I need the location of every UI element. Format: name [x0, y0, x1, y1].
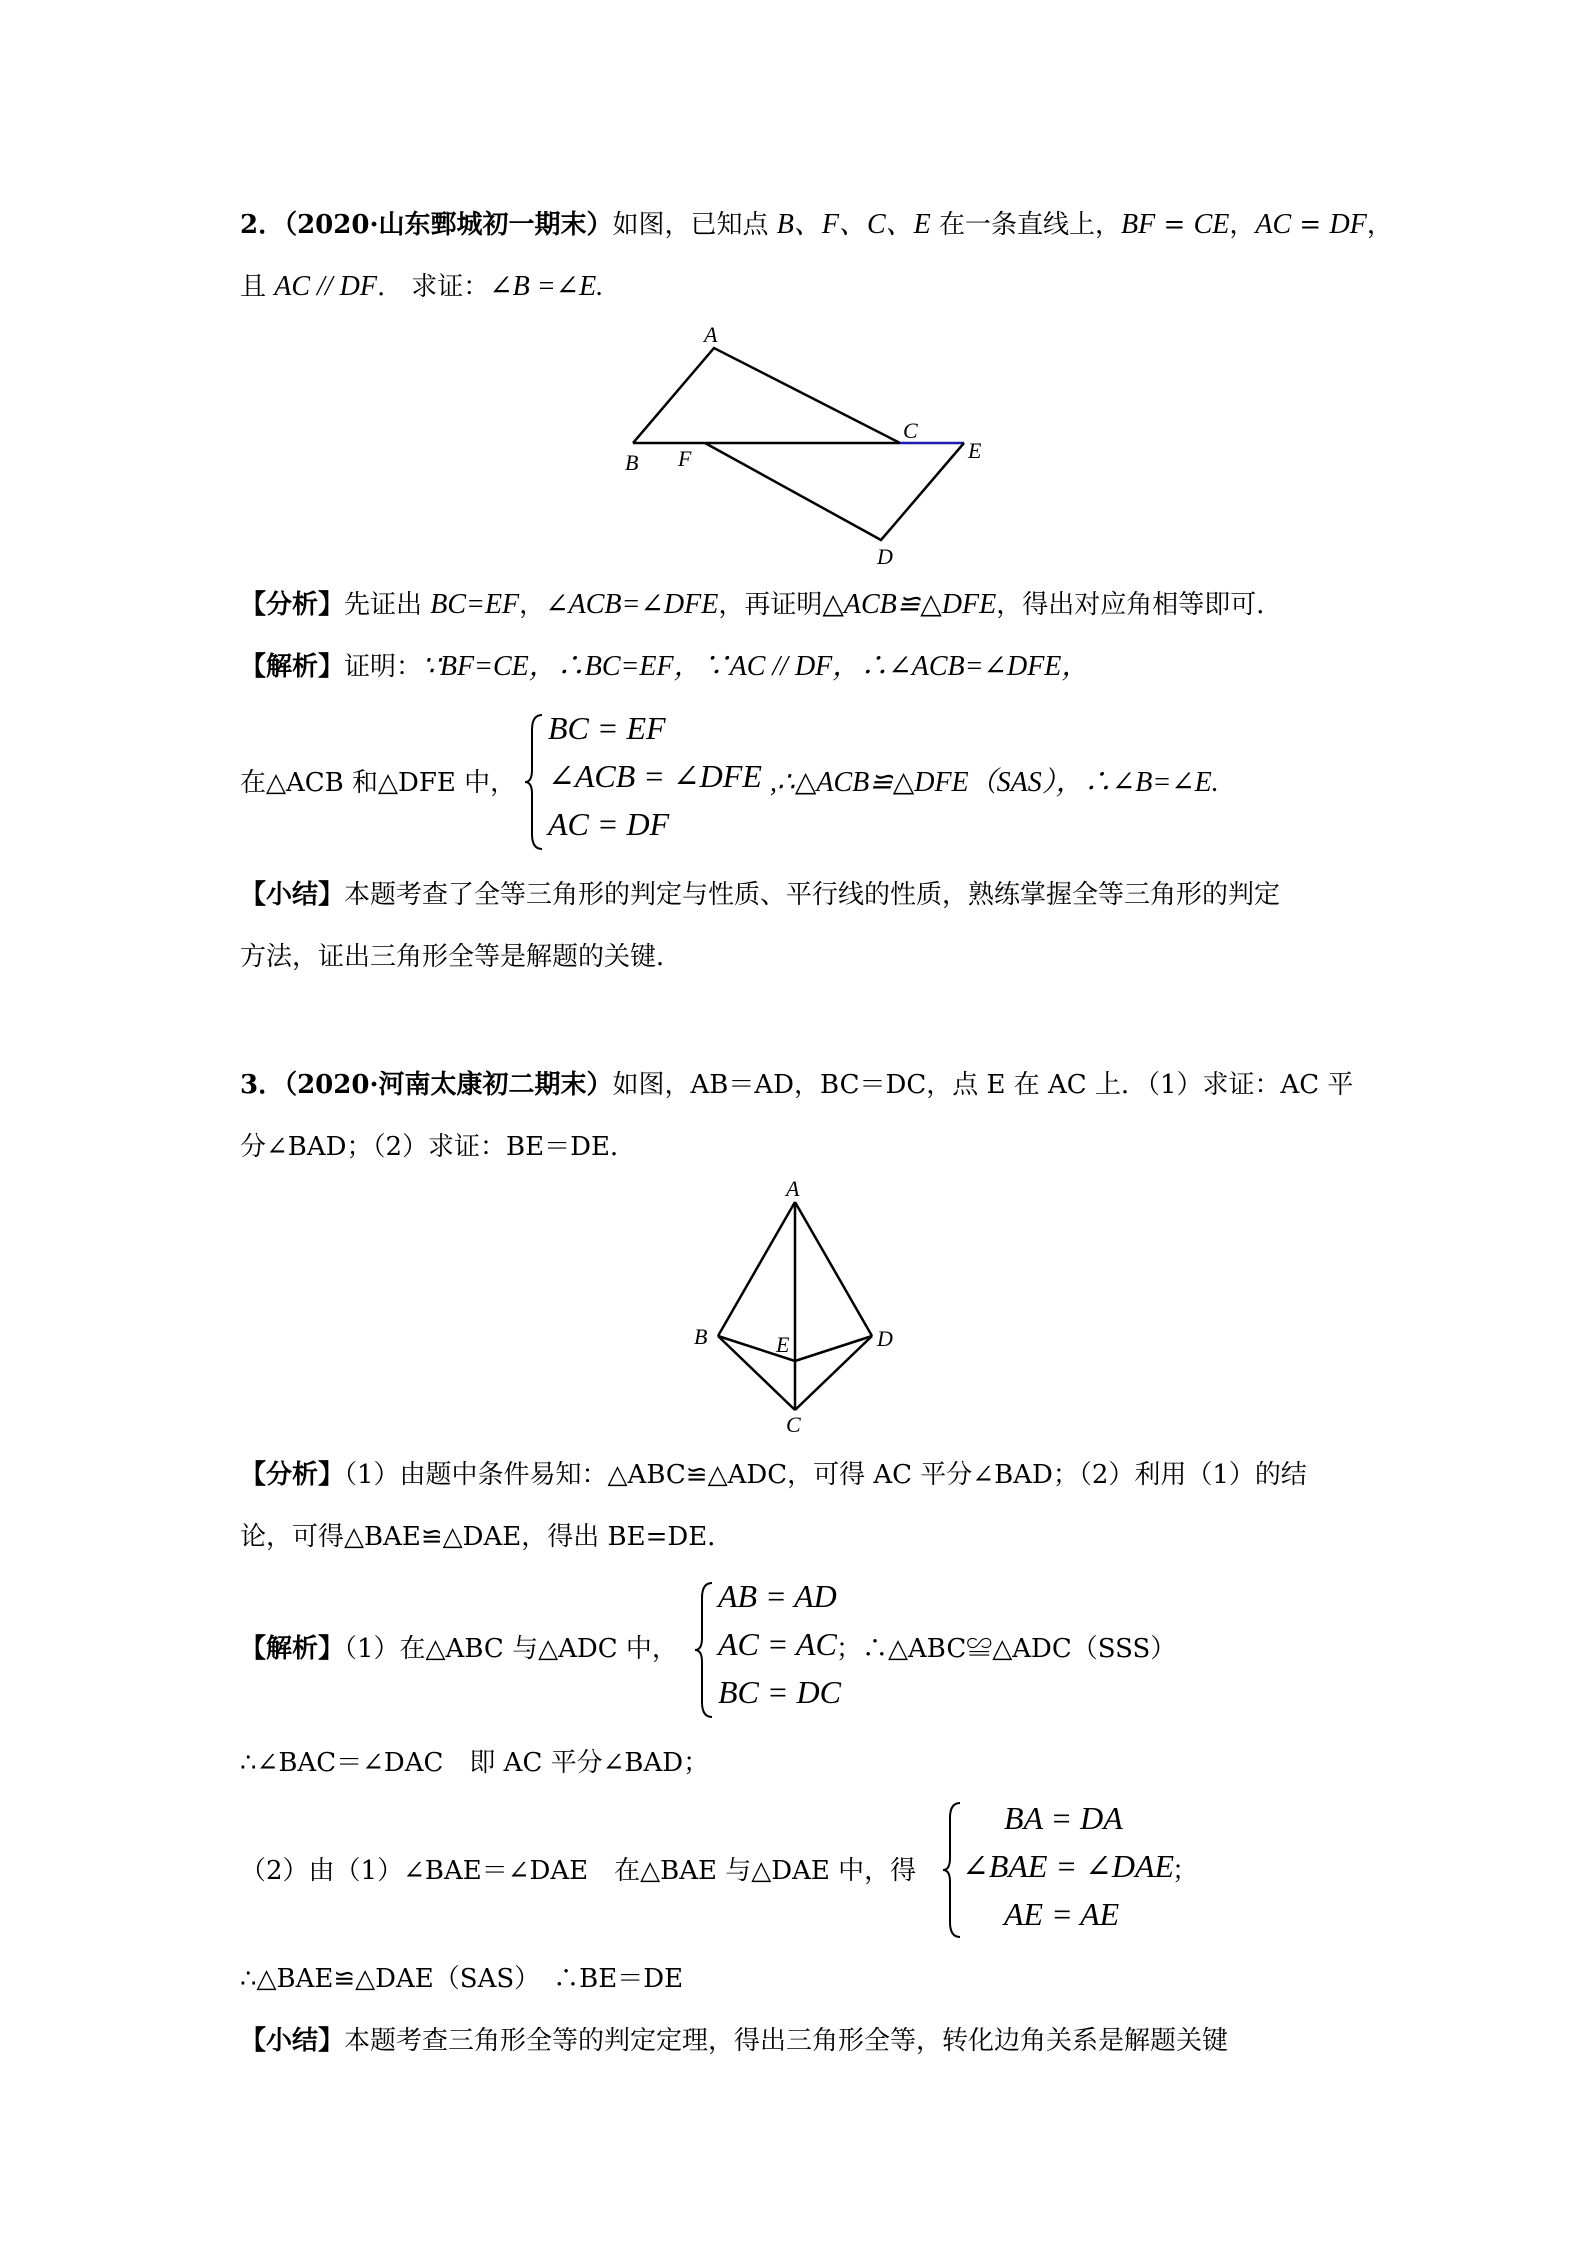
p3-text: 如图，AB＝AD，BC＝DC，点 E 在 AC 上．（1）求证：AC 平: [612, 1070, 1354, 1100]
p3-label-B: B: [694, 1324, 708, 1349]
p2-segment-BA-AC: [633, 348, 900, 443]
p2-goal: ∠B =∠E.: [489, 271, 604, 302]
p2-points: B、F、C、E: [776, 209, 931, 240]
p2-text: ，: [1366, 210, 1393, 240]
summary-tag: 【小结】: [240, 880, 345, 910]
p3-figure: [680, 1170, 920, 1440]
p3-solution-prefix: [240, 1632, 678, 1666]
p3-number: 3．: [240, 1070, 285, 1100]
p2-system-row: AC = DF: [548, 806, 670, 842]
p2-text: ，: [1229, 210, 1256, 240]
p2-figure: [600, 320, 1020, 570]
p2-text: 在一条直线上，: [930, 210, 1122, 240]
p2-text: . 求证：: [376, 272, 490, 302]
p2-system-prefix: [240, 766, 516, 800]
p2-text: 本题考查了全等三角形的判定与性质、平行线的性质，熟练掌握全等三角形的判定: [344, 880, 1281, 910]
p3-system-2-prefix: （2）由（1）∠BAE＝∠DAE 在△BAE 与△DAE 中，得: [240, 1856, 917, 1886]
p3-label-C: C: [786, 1412, 801, 1437]
p3-system-row: BC = DC: [718, 1674, 841, 1710]
analysis-tag: 【分析】: [240, 590, 345, 620]
p2-math: AC // DF: [274, 271, 377, 302]
p3-system-row: AB = AD: [718, 1578, 837, 1614]
analysis-tag: 【分析】: [240, 1460, 345, 1490]
p2-segment-FD-DE: [705, 443, 964, 540]
p3-source: （2020·河南太康初二期末）: [284, 1070, 613, 1100]
p2-math: △ACB≌△DFE: [822, 589, 997, 620]
p2-math: ∵BF=CE，∴BC=EF，∵AC // DF，∴∠ACB=∠DFE，: [422, 651, 1090, 682]
brace-icon: [522, 712, 546, 852]
p3-summary: [240, 2024, 1228, 2058]
solution-tag: 【解析】: [240, 1634, 345, 1664]
p2-label-D: D: [877, 544, 893, 569]
p3-system-row: AC = AC: [718, 1626, 837, 1662]
solution-tag: 【解析】: [240, 652, 345, 682]
p2-system-row: BC = EF: [548, 710, 666, 746]
p3-system-row: BA = DA: [1004, 1800, 1123, 1836]
p3-system-1-conclusion: ；∴△ABC≌△ADC（SSS）: [836, 1634, 1177, 1664]
p2-label-F: F: [678, 446, 692, 471]
p2-number: 2．: [240, 210, 285, 240]
p2-math: =: [1291, 210, 1330, 240]
p2-question-line-1: [240, 208, 1393, 242]
p2-math: CE: [1193, 209, 1230, 240]
p3-label-E: E: [776, 1332, 790, 1357]
p2-solution: [240, 650, 1089, 684]
p3-system-2-conclusion: ；: [1172, 1856, 1199, 1886]
p3-label-A: A: [786, 1176, 800, 1201]
p3-angle-bisector-line: ∴∠BAC＝∠DAC 即 AC 平分∠BAD；: [240, 1748, 710, 1778]
p2-summary-line-1: [240, 878, 1280, 912]
p3-conclusion: ∴△BAE≌△DAE（SAS） ∴BE＝DE: [240, 1964, 684, 1994]
p3-system-row: ∠BAE = ∠DAE: [962, 1848, 1175, 1884]
p2-text: ，: [519, 590, 546, 620]
p3-question-line-2: 分∠BAD；（2）求证：BE＝DE．: [240, 1132, 636, 1162]
p3-segment-AD: [795, 1202, 872, 1336]
p2-text: 如图，已知点: [612, 210, 777, 240]
p2-summary-line-2: 方法，证出三角形全等是解题的关键．: [240, 942, 683, 972]
p3-system-row: AE = AE: [1004, 1896, 1120, 1932]
p2-text: 证明：: [344, 652, 423, 682]
p2-system-row: ∠ACB = ∠DFE: [548, 758, 762, 794]
p3-text: （1）由题中条件易知：△ABC≌△ADC，可得 AC 平分∠BAD；（2）利用（1）的结: [344, 1460, 1307, 1490]
p2-text: 且: [240, 272, 275, 302]
p2-math: =: [1155, 210, 1194, 240]
brace-icon: [940, 1800, 964, 1940]
p2-label-C: C: [903, 418, 918, 443]
p3-analysis-line-2: 论，可得△BAE≌△DAE，得出 BE=DE．: [240, 1522, 734, 1552]
p3-text: （1）在△ABC 与△ADC 中，: [344, 1634, 678, 1664]
p2-text: 在△ACB 和△DFE 中，: [240, 768, 517, 798]
p2-math: AC: [1255, 209, 1292, 240]
p2-text: ，再证明: [718, 590, 823, 620]
summary-tag: 【小结】: [240, 2026, 345, 2056]
p3-text: 本题考查三角形全等的判定定理，得出三角形全等，转化边角关系是解题关键: [344, 2026, 1229, 2056]
brace-icon: [692, 1580, 716, 1720]
p2-text: 先证出: [344, 590, 431, 620]
p3-analysis-line-1: [240, 1458, 1307, 1492]
p2-question-line-2: [240, 270, 603, 304]
p2-label-A: A: [704, 322, 718, 347]
p2-math: BF: [1121, 209, 1156, 240]
p2-system-conclusion: ,∴△ACB≌△DFE（SAS），∴∠B=∠E.: [770, 767, 1219, 798]
p2-source: （2020·山东鄄城初一期末）: [284, 210, 613, 240]
p2-math: ∠ACB=∠DFE: [545, 589, 719, 620]
p2-math: BC=EF: [430, 589, 520, 620]
p3-question-line-1: [240, 1068, 1353, 1102]
p2-label-E: E: [968, 438, 982, 463]
p2-label-B: B: [625, 450, 639, 475]
p2-text: ，得出对应角相等即可．: [996, 590, 1283, 620]
p3-segment-AB: [718, 1202, 795, 1336]
p2-analysis: [240, 588, 1282, 622]
p2-math: DF: [1329, 209, 1367, 240]
p3-label-D: D: [877, 1326, 893, 1351]
p3-segment-DC: [795, 1336, 872, 1410]
